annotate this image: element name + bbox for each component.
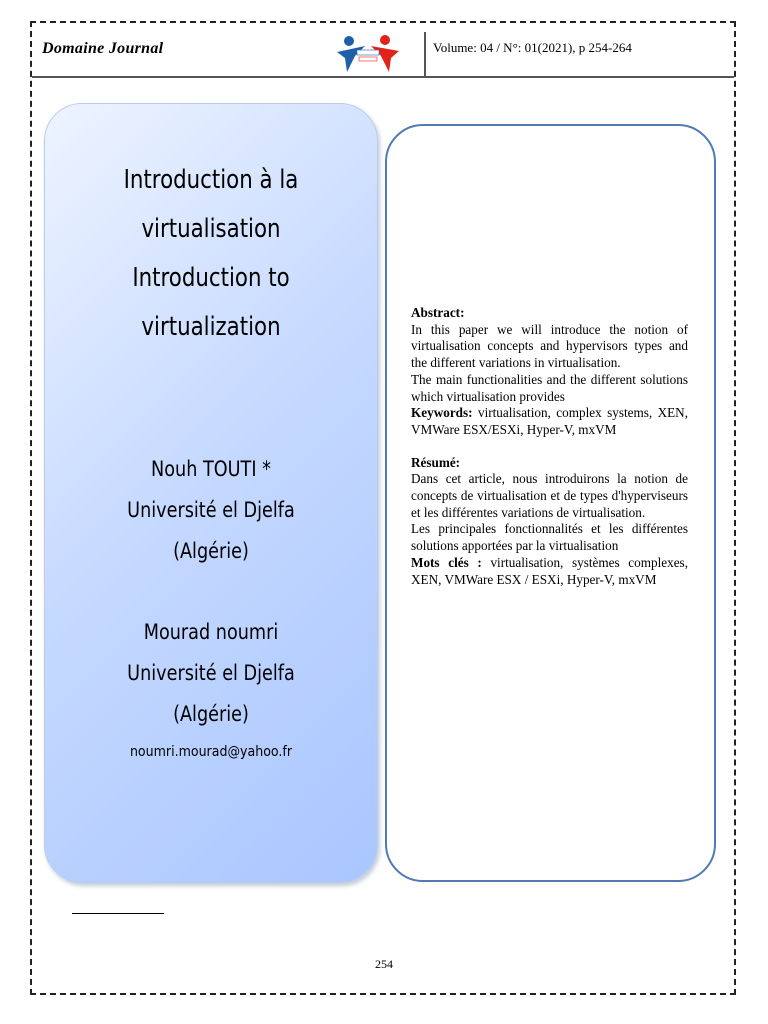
keywords-label: Keywords: — [411, 405, 473, 421]
volume-info: Volume: 04 / N°: 01(2021), p 254-264 — [433, 40, 632, 55]
abstract-text: In this paper we will introduce the notion of virtualisation concepts and hypervisors types and the different variations in virtualisation. — [411, 321, 688, 371]
author-name: Mourad noumri — [143, 620, 279, 644]
journal-name: Domaine Journal — [42, 40, 164, 57]
header-rule — [32, 76, 734, 78]
author-email: noumri.mourad@yahoo.fr — [129, 744, 293, 760]
keywords-text: virtualisation, complex systems, XEN, VMWare ESX/ESXi, Hyper-V, mxVM — [411, 405, 688, 437]
header-divider — [424, 32, 426, 76]
page-number: 254 — [375, 957, 393, 971]
journal-logo-icon — [335, 34, 401, 74]
resume-text: Les principales fonctionnalités et les différentes solutions apportées par la virtualisation — [411, 521, 688, 554]
author-name: Nouh TOUTI * — [151, 457, 271, 481]
abstract-heading: Abstract: — [411, 305, 465, 320]
title-line: Introduction à la — [123, 165, 299, 195]
mots-cles-label: Mots clés : — [411, 554, 482, 570]
author-country: (Algérie) — [173, 539, 249, 563]
abstract-content — [411, 305, 688, 588]
article-title — [74, 156, 348, 352]
footnote-rule — [72, 913, 164, 914]
keywords-paragraph — [411, 405, 688, 438]
resume-text: Dans cet article, nous introduirons la notion de concepts de virtualisation et de types d'hyperviseurs et les différentes variations de virtualisation. — [411, 471, 688, 520]
abstract-text: The main functionalities and the different solutions which virtualisation provides — [411, 371, 688, 404]
author-list — [71, 449, 352, 735]
mots-cles-paragraph — [411, 555, 688, 588]
author-affiliation: Université el Djelfa — [127, 498, 295, 522]
title-line: virtualization — [141, 312, 281, 342]
mots-cles-text: virtualisation, systèmes complexes, XEN, VMWare ESX / ESXi, Hyper-V, mxVM — [411, 554, 688, 587]
author-country: (Algérie) — [173, 702, 249, 726]
resume-heading: Résumé: — [411, 454, 461, 470]
title-line: virtualisation — [141, 214, 281, 244]
author-affiliation: Université el Djelfa — [127, 661, 295, 685]
title-line: Introduction to — [132, 263, 290, 293]
